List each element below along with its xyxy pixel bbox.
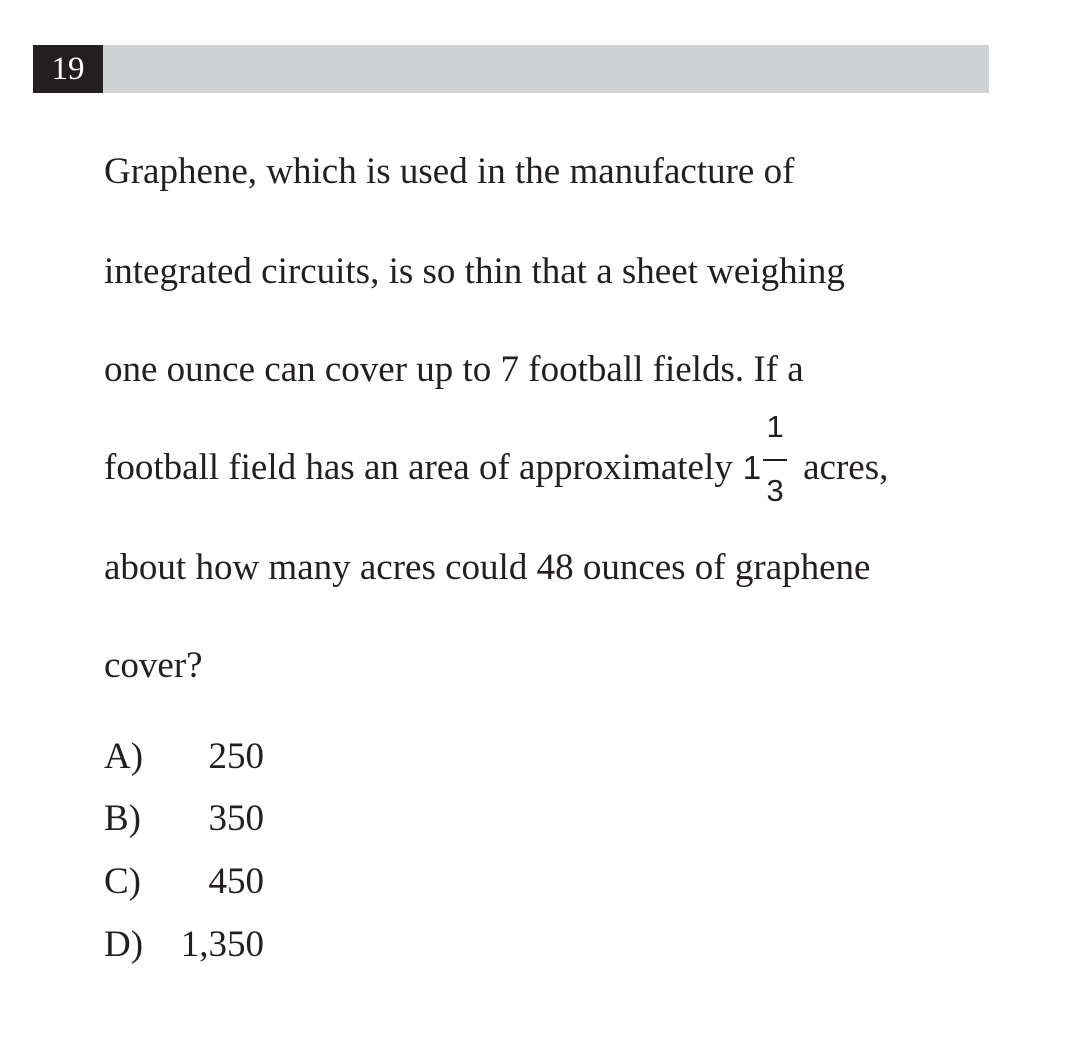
choice-letter: A) xyxy=(104,736,144,777)
stem-line: one ounce can cover up to 7 football fields. If a xyxy=(104,349,804,390)
choice-value: 250 xyxy=(208,736,264,777)
choice-value: 350 xyxy=(208,798,264,839)
question-number: 19 xyxy=(33,45,103,93)
mixed-number-whole: 1 xyxy=(742,449,762,486)
choice-value: 1,350 xyxy=(180,924,264,965)
choice-value: 450 xyxy=(208,861,264,902)
stem-text: acres, xyxy=(803,447,889,488)
stem-line xyxy=(104,409,889,508)
stem-line: Graphene, which is used in the manufacture of xyxy=(104,151,795,192)
stem-line: about how many acres could 48 ounces of graphene xyxy=(104,547,871,588)
question-header-bar xyxy=(33,45,989,93)
fraction-denominator: 3 xyxy=(766,473,784,508)
fraction-bar xyxy=(763,459,787,461)
stem-text: football field has an area of approximately xyxy=(104,447,733,488)
fraction-numerator: 1 xyxy=(766,409,784,444)
choice-letter: C) xyxy=(104,861,141,902)
choice-letter: B) xyxy=(104,798,141,839)
stem-line: integrated circuits, is so thin that a sheet weighing xyxy=(104,251,845,292)
fraction xyxy=(763,409,787,508)
mixed-number xyxy=(742,409,787,508)
stem-line: cover? xyxy=(104,645,203,686)
choice-letter: D) xyxy=(104,924,144,965)
